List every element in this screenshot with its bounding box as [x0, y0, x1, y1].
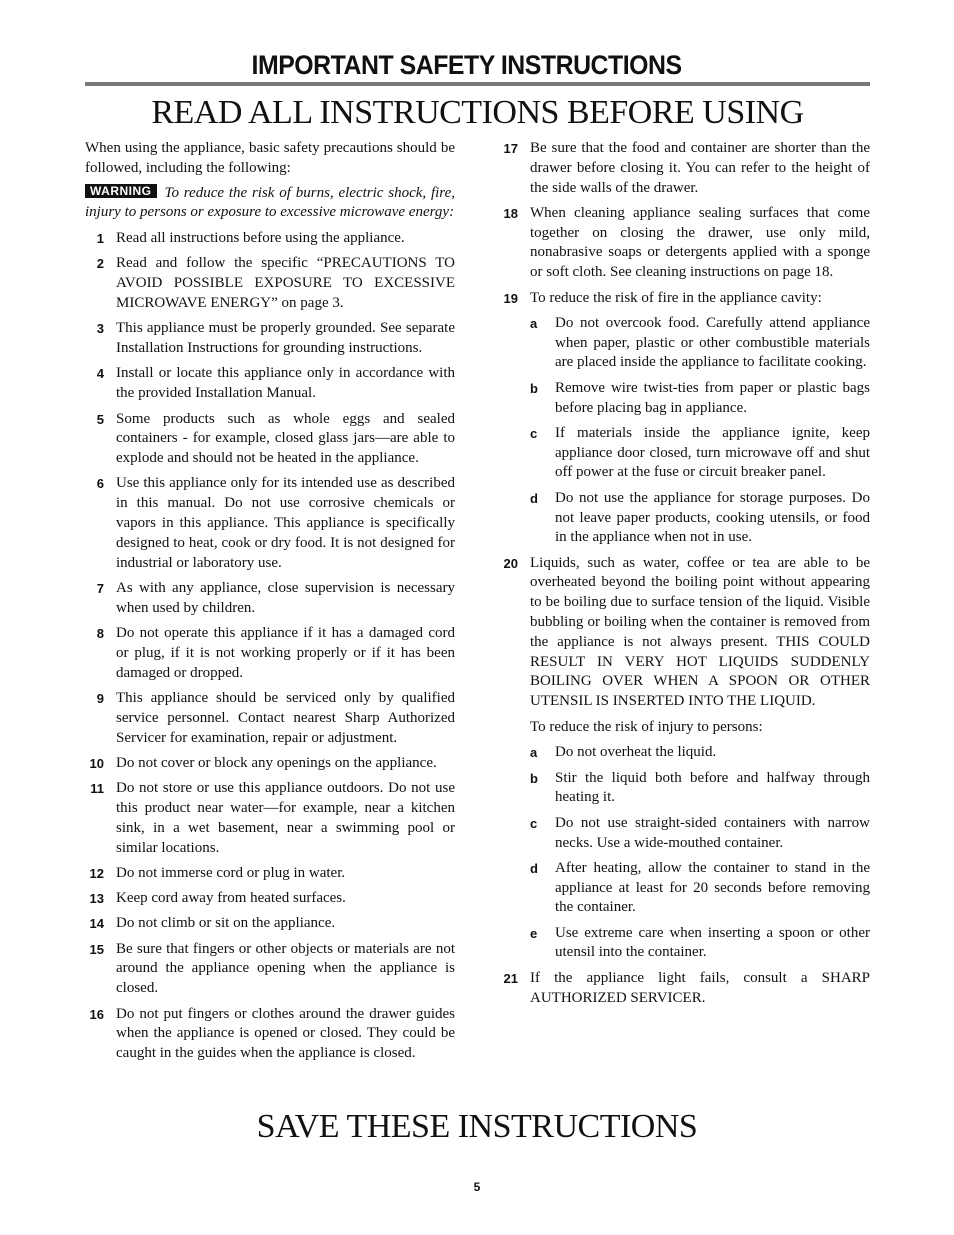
sub-item-letter: b [530, 380, 538, 396]
list-item [85, 940, 455, 999]
item-text: As with any appliance, close supervision is necessary when used by children. [116, 579, 455, 616]
sub-item [530, 859, 870, 918]
item-text: This appliance should be serviced only by qualified service personnel. Contact nearest Sharp Authorized Servicer for examination, repair or adjustment. [116, 689, 455, 746]
item-text: If the appliance light fails, consult a SHARP AUTHORIZED SERVICER. [530, 969, 870, 1006]
sub-item [530, 769, 870, 809]
right-column [499, 139, 870, 1014]
sub-item [530, 424, 870, 483]
item-text: Keep cord away from heated surfaces. [116, 890, 346, 907]
list-item [499, 554, 870, 964]
item-text: Be sure that the food and container are shorter than the drawer before closing it. You can refer to the height of the side walls of the drawer. [530, 140, 870, 196]
item-text: Do not put fingers or clothes around the drawer guides when the appliance is opened or closed. They could be caught in the guides when the appliance is closed. [116, 1005, 455, 1062]
sub-item-text: If materials inside the appliance ignite, keep appliance door closed, turn microwave off and shut off power at the fuse or circuit breaker panel. [555, 424, 870, 481]
list-item [85, 319, 455, 359]
list-item [85, 914, 455, 934]
list-item [85, 474, 455, 573]
sub-item-text: Stir the liquid both before and halfway through heating it. [555, 769, 870, 806]
item-text: Read and follow the specific “PRECAUTIONS TO AVOID POSSIBLE EXPOSURE TO EXCESSIVE MICROWAVE ENERGY” on page 3. [116, 255, 455, 312]
page-subtitle: READ ALL INSTRUCTIONS BEFORE USING [151, 94, 804, 131]
item-text: To reduce the risk of fire in the appliance cavity: [530, 289, 822, 306]
sub-item-text: Do not use the appliance for storage purposes. Do not leave paper products, cooking utensils, or food in the appliance when not in use. [555, 489, 870, 546]
item-number: 6 [96, 476, 104, 492]
item-number: 18 [503, 205, 518, 221]
item-number: 21 [503, 970, 518, 986]
page-number: 5 [473, 1180, 481, 1194]
list-item [85, 779, 455, 858]
warning-paragraph [85, 184, 455, 224]
sub-item [530, 314, 870, 373]
page-title: IMPORTANT SAFETY INSTRUCTIONS [251, 50, 682, 80]
item-text: Liquids, such as water, coffee or tea are able to be overheated beyond the boiling point without appearing to be boiling due to surface tension of the liquid. Visible bubbling or boiling when the container is removed from the appliance is not always present. THIS COULD RESULT IN VERY HOT LIQUIDS SUDDENLY BOILING OVER WHEN A SPOON OR OTHER UTENSIL IS INSERTED INTO THE LIQUID. [530, 554, 870, 710]
item-number: 8 [96, 626, 104, 642]
list-left [85, 229, 455, 1064]
list-item [85, 364, 455, 404]
list-item [85, 410, 455, 469]
sub-item-text: Remove wire twist-ties from paper or plastic bags before placing bag in appliance. [555, 379, 870, 416]
item-text: Some products such as whole eggs and sealed containers - for example, closed glass jars—are able to explode and should not be heated in the appliance. [116, 410, 455, 467]
list-item [499, 289, 870, 549]
item-text: Do not operate this appliance if it has a damaged cord or plug, if it is not working properly or if it has been damaged or dropped. [116, 625, 455, 681]
item-text: This appliance must be properly grounded. See separate Installation Instructions for grounding instructions. [116, 320, 455, 357]
warning-badge: WARNING [85, 184, 157, 198]
sub-item-letter: e [530, 925, 538, 941]
sub-item-letter: b [530, 770, 538, 786]
left-column [85, 139, 455, 1069]
item-text: Read all instructions before using the appliance. [116, 230, 405, 247]
item-number: 3 [96, 321, 104, 337]
item-inner-paragraph: To reduce the risk of injury to persons: [530, 719, 763, 736]
item-text: Do not cover or block any openings on the appliance. [116, 754, 437, 771]
list-item [85, 754, 455, 774]
item-number: 10 [89, 755, 104, 771]
item-text: Install or locate this appliance only in accordance with the provided Installation Manual. [116, 365, 455, 402]
sub-item [530, 379, 870, 419]
sub-item-text: Do not overheat the liquid. [555, 744, 717, 761]
sub-item [530, 489, 870, 548]
item-number: 2 [96, 256, 104, 272]
item-number: 14 [89, 916, 104, 932]
item-text: Do not immerse cord or plug in water. [116, 864, 346, 881]
item-number: 20 [503, 555, 518, 571]
list-item [85, 689, 455, 748]
list-item [85, 624, 455, 683]
item-number: 7 [96, 580, 104, 596]
sub-item-text: Do not use straight-sided containers with narrow necks. Use a wide-mouthed container. [555, 814, 870, 851]
item-number: 12 [89, 865, 104, 881]
item-number: 5 [96, 411, 104, 427]
sub-item-text: Do not overcook food. Carefully attend appliance when paper, plastic or other combustible materials are placed inside the appliance to facilitate cooking. [555, 314, 870, 371]
item-number: 15 [89, 941, 104, 957]
sub-item-text: Use extreme care when inserting a spoon or other utensil into the container. [555, 924, 870, 961]
sub-item-letter: c [530, 815, 538, 831]
sub-item [530, 924, 870, 964]
item-number: 4 [96, 366, 104, 382]
item-text: Use this appliance only for its intended use as described in this manual. Do not use corrosive chemicals or vapors in this appliance. This appliance is specifically designed to heat, cook or dry food. It is not designed for industrial or laboratory use. [116, 475, 455, 571]
sub-item-letter: c [530, 425, 538, 441]
save-instructions-heading: SAVE THESE INSTRUCTIONS [256, 1108, 698, 1145]
item-text: Do not store or use this appliance outdoors. Do not use this product near water—for example, near a kitchen sink, in a wet basement, near a swimming pool or similar locations. [116, 780, 455, 856]
item-number: 9 [96, 690, 104, 706]
item-text: Be sure that fingers or other objects or materials are not around the appliance opening when the appliance is closed. [116, 940, 455, 997]
list-item [85, 864, 455, 884]
sub-item-letter: a [530, 315, 538, 331]
list-item [85, 254, 455, 313]
intro-paragraph: When using the appliance, basic safety precautions should be followed, including the following: [85, 140, 455, 176]
list-item [85, 229, 455, 249]
sub-item [530, 814, 870, 854]
item-number: 11 [90, 781, 104, 797]
item-text: Do not climb or sit on the appliance. [116, 915, 336, 932]
warning-text: To reduce the risk of burns, electric shock, fire, injury to persons or exposure to excessive microwave energy: [85, 184, 455, 221]
item-number: 16 [89, 1006, 104, 1022]
sub-item-text: After heating, allow the container to stand in the appliance at least for 20 seconds before removing the container. [555, 859, 870, 916]
item-number: 19 [503, 290, 518, 306]
list-item [85, 579, 455, 619]
list-item [499, 969, 870, 1009]
item-text: When cleaning appliance sealing surfaces that come together on closing the drawer, use only mild, nonabrasive soaps or detergents applied with a sponge or soft cloth. See cleaning instructions on page 18. [530, 204, 870, 281]
header-rule [85, 82, 870, 86]
sub-item-letter: a [530, 745, 538, 761]
page-header [85, 50, 870, 131]
list-item [85, 889, 455, 909]
sub-item [530, 743, 870, 763]
sub-item-letter: d [530, 490, 538, 506]
item-number: 17 [503, 141, 518, 156]
item-number: 13 [89, 891, 104, 907]
item-number: 1 [96, 231, 104, 247]
list-item [499, 204, 870, 283]
list-item [85, 1005, 455, 1064]
sub-item-letter: d [530, 860, 538, 876]
list-item [499, 139, 870, 198]
